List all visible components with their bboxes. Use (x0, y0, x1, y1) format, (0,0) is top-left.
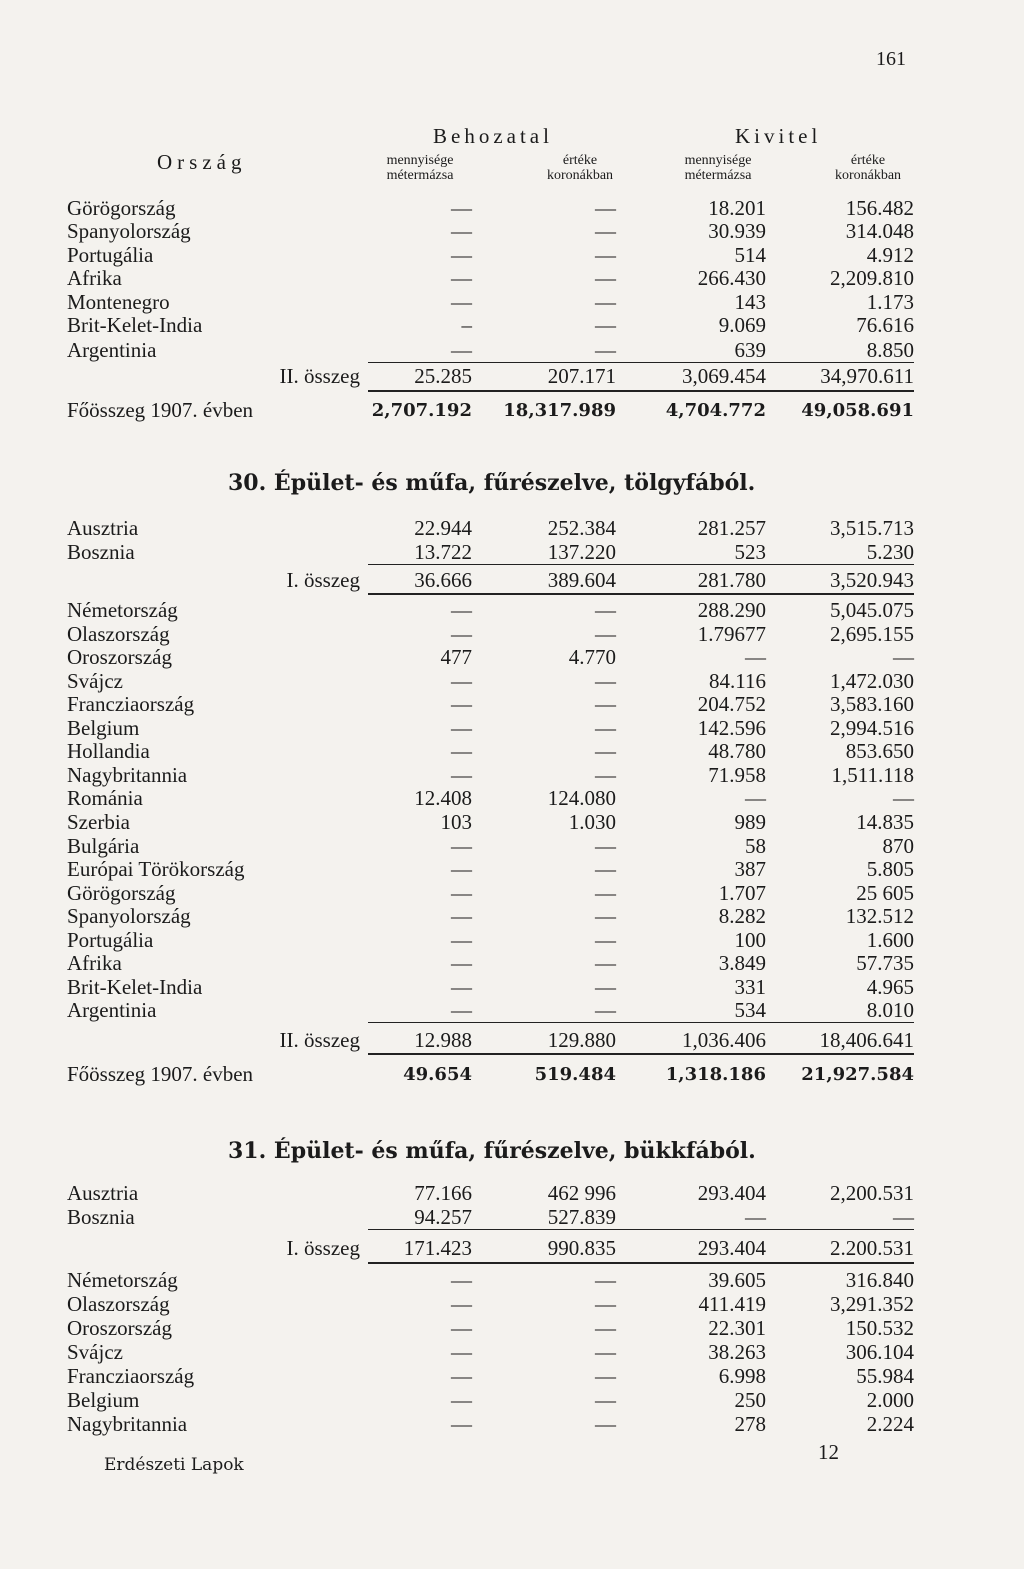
country-name: Francziaország (67, 1364, 195, 1388)
cell-c1: 22.944 (414, 516, 472, 540)
sum-c4: 34,970.611 (820, 364, 914, 388)
cell-c1: 12.408 (414, 786, 472, 810)
total-c2: 18,317.989 (503, 400, 616, 421)
table-row (0, 1181, 1024, 1205)
cell-c2: — (595, 763, 616, 787)
cell-c1: — (451, 998, 472, 1022)
grand-total-row (0, 1062, 1024, 1086)
cell-c4: 853.650 (845, 739, 914, 763)
beh-meterrmazsa-label: métermázsa (386, 168, 454, 183)
section-title: 31. Épület- és műfa, fűrészelve, bükkfából. (228, 1138, 756, 1164)
cell-c3: 534 (734, 998, 766, 1022)
cell-c4: 8.850 (866, 338, 914, 362)
cell-c2: — (595, 1268, 616, 1292)
country-name: Ausztria (67, 516, 139, 540)
cell-c3: 204.752 (697, 692, 766, 716)
cell-c3: 989 (734, 810, 766, 834)
kiv-meterrmazsa-label: métermázsa (684, 168, 752, 183)
cell-c2: — (595, 834, 616, 858)
cell-c1: — (451, 1340, 472, 1364)
sum-c3: 293.404 (697, 1236, 766, 1260)
country-name: Svájcz (67, 1340, 123, 1364)
country-name: Olaszország (67, 622, 170, 646)
table-row (0, 975, 1024, 999)
cell-c1: — (451, 338, 472, 362)
country-name: Belgium (67, 1388, 140, 1412)
table-row (0, 904, 1024, 928)
cell-c1: — (451, 739, 472, 763)
cell-c1: — (451, 692, 472, 716)
cell-c1: — (451, 951, 472, 975)
cell-c1: — (451, 904, 472, 928)
cell-c2: — (595, 290, 616, 314)
cell-c2: — (595, 266, 616, 290)
kiv-koronakban-label: koronákban (834, 168, 902, 183)
kivitel-header: Kivitel (735, 124, 822, 148)
country-name: Bosznia (67, 540, 135, 564)
cell-c4: 306.104 (845, 1340, 914, 1364)
orszag-header: Ország (157, 150, 247, 174)
total-c3: 4,704.772 (665, 400, 766, 421)
cell-c2: — (595, 951, 616, 975)
page-number: 161 (876, 48, 906, 70)
sheet-number: 12 (818, 1440, 839, 1464)
table-row (0, 313, 1024, 337)
cell-c3: 142.596 (697, 716, 766, 740)
cell-c4: 8.010 (866, 998, 914, 1022)
cell-c4: 1.173 (866, 290, 914, 314)
cell-c2: — (595, 622, 616, 646)
country-name: Ausztria (67, 1181, 139, 1205)
table-row (0, 1268, 1024, 1292)
country-name: Németország (67, 1268, 178, 1292)
cell-c2: — (595, 243, 616, 267)
table-row (0, 1340, 1024, 1364)
country-name: Portugália (67, 243, 154, 267)
country-name: Argentinia (67, 998, 157, 1022)
cell-c4: 2,209.810 (830, 266, 914, 290)
cell-c3: 266.430 (697, 266, 766, 290)
sum-c1: 25.285 (414, 364, 472, 388)
cell-c2: — (595, 716, 616, 740)
cell-c4: 1,472.030 (830, 669, 914, 693)
cell-c3: 1.79677 (697, 622, 766, 646)
cell-c3: — (745, 786, 766, 810)
cell-c4: — (893, 786, 914, 810)
cell-c1: — (451, 243, 472, 267)
cell-c4: 2.000 (866, 1388, 914, 1412)
cell-c4: 1,511.118 (831, 763, 914, 787)
cell-c4: 870 (882, 834, 914, 858)
sum-c1: 171.423 (403, 1236, 472, 1260)
cell-c2: — (595, 857, 616, 881)
cell-c1: 13.722 (414, 540, 472, 564)
cell-c4: 5.230 (866, 540, 914, 564)
beh-mennyiseg-label: mennyisége (386, 153, 454, 168)
country-name: Oroszország (67, 1316, 172, 1340)
cell-c4: 4.965 (866, 975, 914, 999)
cell-c4: 2.224 (866, 1412, 914, 1436)
country-name: Afrika (67, 951, 122, 975)
cell-c4: 25 605 (856, 881, 914, 905)
cell-c3: 411.419 (698, 1292, 766, 1316)
cell-c1: — (451, 928, 472, 952)
cell-c2: — (595, 1388, 616, 1412)
country-name: Bosznia (67, 1205, 135, 1229)
country-name: Francziaország (67, 692, 195, 716)
cell-c1: — (451, 857, 472, 881)
cell-c1: 477 (440, 645, 472, 669)
beh-ertek-header (520, 153, 640, 183)
cell-c4: 5.805 (866, 857, 914, 881)
cell-c4: 132.512 (845, 904, 914, 928)
cell-c4: 2,695.155 (830, 622, 914, 646)
cell-c3: 8.282 (718, 904, 766, 928)
cell-c3: 84.116 (709, 669, 766, 693)
cell-c4: 14.835 (856, 810, 914, 834)
cell-c1: — (451, 1388, 472, 1412)
rule-line (368, 1262, 914, 1264)
table-row (0, 540, 1024, 564)
behozatal-header: Behozatal (433, 124, 553, 148)
country-name: Nagybritannia (67, 763, 188, 787)
table-row (0, 598, 1024, 622)
cell-c3: 514 (734, 243, 766, 267)
kiv-mennyiseg-header (658, 153, 778, 183)
country-name: Nagybritannia (67, 1412, 188, 1436)
country-name: Afrika (67, 266, 122, 290)
cell-c3: 48.780 (708, 739, 766, 763)
cell-c2: 124.080 (547, 786, 616, 810)
cell-c2: 137.220 (547, 540, 616, 564)
rule-line (368, 390, 914, 392)
country-name: Portugália (67, 928, 154, 952)
table-row (0, 1388, 1024, 1412)
table-row (0, 834, 1024, 858)
cell-c2: — (595, 904, 616, 928)
cell-c1: – (461, 313, 472, 337)
country-name: Svájcz (67, 669, 123, 693)
country-name: Németország (67, 598, 178, 622)
cell-c2: — (595, 196, 616, 220)
cell-c4: 314.048 (845, 219, 914, 243)
cell-c3: 288.290 (697, 598, 766, 622)
cell-c4: 76.616 (856, 313, 914, 337)
table-row (0, 951, 1024, 975)
table-row (0, 881, 1024, 905)
cell-c2: — (595, 1340, 616, 1364)
cell-c4: 55.984 (856, 1364, 914, 1388)
rule-line (368, 564, 914, 565)
cell-c1: — (451, 219, 472, 243)
rule-line (368, 593, 914, 595)
cell-c3: 250 (734, 1388, 766, 1412)
table-row (0, 243, 1024, 267)
cell-c4: 150.532 (845, 1316, 914, 1340)
cell-c4: 3,515.713 (830, 516, 914, 540)
kiv-erteke-label: értéke (850, 153, 886, 168)
rule-line (368, 1229, 914, 1230)
cell-c1: — (451, 598, 472, 622)
cell-c4: 5,045.075 (830, 598, 914, 622)
cell-c4: — (893, 1205, 914, 1229)
sum-row (0, 364, 1024, 388)
sum-c4: 18,406.641 (819, 1028, 914, 1052)
cell-c2: — (595, 881, 616, 905)
table-row (0, 219, 1024, 243)
cell-c3: 71.958 (708, 763, 766, 787)
cell-c1: — (451, 196, 472, 220)
cell-c2: — (595, 338, 616, 362)
cell-c2: 4.770 (568, 645, 616, 669)
cell-c4: 3,583.160 (830, 692, 914, 716)
cell-c3: — (745, 1205, 766, 1229)
sum-c1: 36.666 (414, 568, 472, 592)
rule-line (368, 1022, 914, 1023)
table-row (0, 928, 1024, 952)
table-row (0, 1205, 1024, 1229)
cell-c4: 1.600 (866, 928, 914, 952)
cell-c3: 281.257 (697, 516, 766, 540)
rule-line (368, 362, 914, 363)
table-row (0, 786, 1024, 810)
table-row (0, 857, 1024, 881)
table-row (0, 1316, 1024, 1340)
sum-c2: 129.880 (547, 1028, 616, 1052)
country-name: Görögország (67, 196, 176, 220)
cell-c3: 38.263 (708, 1340, 766, 1364)
cell-c1: — (451, 1412, 472, 1436)
cell-c1: — (451, 290, 472, 314)
total-c3: 1,318.186 (665, 1064, 766, 1085)
total-c1: 49.654 (403, 1064, 472, 1085)
country-name: Olaszország (67, 1292, 170, 1316)
cell-c1: — (451, 622, 472, 646)
beh-koronakban-label: koronákban (546, 168, 614, 183)
sum-c2: 990.835 (547, 1236, 616, 1260)
cell-c4: 3,291.352 (830, 1292, 914, 1316)
table-row (0, 669, 1024, 693)
cell-c1: — (451, 763, 472, 787)
grand-total-row (0, 398, 1024, 422)
country-name: Szerbia (67, 810, 130, 834)
cell-c1: — (451, 716, 472, 740)
sum-label: II. összeg (279, 1028, 360, 1052)
country-name: Argentinia (67, 338, 157, 362)
sum-label: II. összeg (279, 364, 360, 388)
cell-c2: — (595, 739, 616, 763)
cell-c2: — (595, 928, 616, 952)
cell-c3: 3.849 (718, 951, 766, 975)
rule-line (368, 1053, 914, 1055)
cell-c4: 316.840 (845, 1268, 914, 1292)
table-row (0, 763, 1024, 787)
table-row (0, 266, 1024, 290)
total-c2: 519.484 (534, 1064, 616, 1085)
cell-c2: — (595, 1292, 616, 1316)
cell-c2: — (595, 975, 616, 999)
country-name: Montenegro (67, 290, 170, 314)
sum-label: I. összeg (286, 1236, 360, 1260)
cell-c1: — (451, 881, 472, 905)
cell-c1: 103 (440, 810, 472, 834)
cell-c3: 18.201 (708, 196, 766, 220)
cell-c3: 6.998 (718, 1364, 766, 1388)
cell-c2: — (595, 313, 616, 337)
cell-c1: — (451, 1268, 472, 1292)
sum-c3: 1,036.406 (682, 1028, 766, 1052)
grand-total-label: Főösszeg 1907. évben (67, 398, 254, 422)
total-c4: 49,058.691 (801, 400, 914, 421)
cell-c4: 2,994.516 (830, 716, 914, 740)
table-row (0, 692, 1024, 716)
cell-c1: — (451, 834, 472, 858)
cell-c3: 30.939 (708, 219, 766, 243)
sum-c1: 12.988 (414, 1028, 472, 1052)
table-row (0, 810, 1024, 834)
sum-row (0, 1236, 1024, 1260)
kiv-mennyiseg-label: mennyisége (684, 153, 752, 168)
cell-c3: 278 (734, 1412, 766, 1436)
cell-c3: 100 (734, 928, 766, 952)
cell-c2: 527.839 (547, 1205, 616, 1229)
cell-c2: 252.384 (547, 516, 616, 540)
country-name: Hollandia (67, 739, 150, 763)
cell-c1: 77.166 (414, 1181, 472, 1205)
country-name: Oroszország (67, 645, 172, 669)
sum-c2: 207.171 (547, 364, 616, 388)
country-name: Spanyolország (67, 904, 191, 928)
cell-c3: 39.605 (708, 1268, 766, 1292)
country-name: Görögország (67, 881, 176, 905)
cell-c2: — (595, 598, 616, 622)
sum-row (0, 568, 1024, 592)
cell-c3: 331 (734, 975, 766, 999)
section-title: 30. Épület- és műfa, fűrészelve, tölgyfából. (228, 470, 756, 496)
cell-c2: 462 996 (547, 1181, 616, 1205)
table-row (0, 196, 1024, 220)
beh-erteke-label: értéke (562, 153, 598, 168)
cell-c2: — (595, 669, 616, 693)
cell-c2: — (595, 1316, 616, 1340)
cell-c3: 1.707 (718, 881, 766, 905)
total-c4: 21,927.584 (801, 1064, 914, 1085)
cell-c2: — (595, 219, 616, 243)
sum-c2: 389.604 (547, 568, 616, 592)
total-c1: 2,707.192 (371, 400, 472, 421)
cell-c3: 22.301 (708, 1316, 766, 1340)
table-row (0, 516, 1024, 540)
cell-c3: 293.404 (697, 1181, 766, 1205)
cell-c2: — (595, 998, 616, 1022)
table-row (0, 338, 1024, 362)
kiv-ertek-header (808, 153, 928, 183)
table-row (0, 645, 1024, 669)
table-row (0, 622, 1024, 646)
cell-c4: 156.482 (845, 196, 914, 220)
country-name: Brit-Kelet-India (67, 313, 203, 337)
country-name: Brit-Kelet-India (67, 975, 203, 999)
cell-c2: — (595, 1412, 616, 1436)
table-row (0, 998, 1024, 1022)
cell-c4: — (893, 645, 914, 669)
cell-c4: 57.735 (856, 951, 914, 975)
cell-c1: — (451, 1364, 472, 1388)
table-row (0, 1412, 1024, 1436)
cell-c1: 94.257 (414, 1205, 472, 1229)
table-row (0, 290, 1024, 314)
cell-c2: — (595, 1364, 616, 1388)
sum-c3: 281.780 (697, 568, 766, 592)
cell-c3: 143 (734, 290, 766, 314)
sum-c4: 3,520.943 (830, 568, 914, 592)
cell-c1: — (451, 1316, 472, 1340)
table-row (0, 739, 1024, 763)
cell-c3: — (745, 645, 766, 669)
cell-c2: 1.030 (568, 810, 616, 834)
cell-c4: 4.912 (866, 243, 914, 267)
cell-c3: 387 (734, 857, 766, 881)
beh-mennyiseg-header (360, 153, 480, 183)
country-name: Bulgária (67, 834, 140, 858)
grand-total-label: Főösszeg 1907. évben (67, 1062, 254, 1086)
cell-c1: — (451, 1292, 472, 1316)
cell-c3: 58 (745, 834, 766, 858)
table-row (0, 716, 1024, 740)
table-row (0, 1364, 1024, 1388)
cell-c2: — (595, 692, 616, 716)
cell-c1: — (451, 266, 472, 290)
sum-label: I. összeg (286, 568, 360, 592)
sum-row (0, 1028, 1024, 1052)
cell-c3: 9.069 (718, 313, 766, 337)
country-name: Románia (67, 786, 143, 810)
country-name: Belgium (67, 716, 140, 740)
cell-c1: — (451, 669, 472, 693)
journal-name: Erdészeti Lapok (104, 1455, 244, 1475)
cell-c3: 523 (734, 540, 766, 564)
table-row (0, 1292, 1024, 1316)
cell-c3: 639 (734, 338, 766, 362)
cell-c4: 2,200.531 (830, 1181, 914, 1205)
sum-c3: 3,069.454 (682, 364, 766, 388)
country-name: Spanyolország (67, 219, 191, 243)
sum-c4: 2.200.531 (830, 1236, 914, 1260)
country-name: Európai Törökország (67, 857, 245, 881)
cell-c1: — (451, 975, 472, 999)
